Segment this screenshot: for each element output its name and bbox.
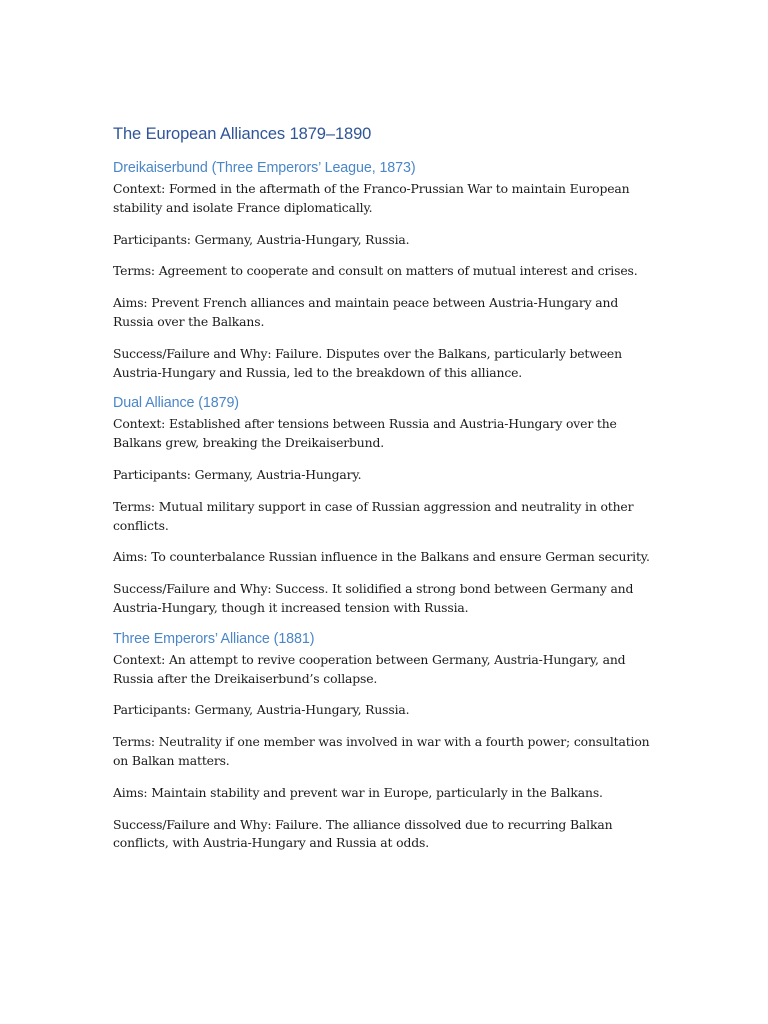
paragraph-context: Context: Established after tensions between Russia and Austria-Hungary over the Balkans grew, breaking the Dreikaiserbund. bbox=[113, 416, 617, 451]
section-dreikaiserbund bbox=[113, 158, 658, 382]
paragraph-aims: Aims: Prevent French alliances and maintain peace between Austria-Hungary and Russia over the Balkans. bbox=[113, 295, 619, 329]
paragraph-aims: Aims: Maintain stability and prevent war in Europe, particularly in the Balkans. bbox=[113, 784, 603, 800]
section-heading: Dual Alliance (1879) bbox=[113, 395, 239, 412]
paragraph-terms: Terms: Agreement to cooperate and consult on matters of mutual interest and crises. bbox=[113, 263, 638, 279]
section-dual-alliance bbox=[113, 393, 658, 617]
paragraph-participants: Participants: Germany, Austria-Hungary, Russia. bbox=[113, 231, 410, 247]
paragraph-context: Context: Formed in the aftermath of the Franco-Prussian War to maintain European stability and isolate France diplomatically. bbox=[113, 181, 630, 215]
paragraph-success-failure: Success/Failure and Why: Failure. Disputes over the Balkans, particularly between Austria-Hungary and Russia, led to the breakdown of this alliance. bbox=[113, 345, 622, 380]
section-heading: Three Emperors’ Alliance (1881) bbox=[113, 630, 315, 647]
section-heading: Dreikaiserbund (Three Emperors’ League, 1873) bbox=[113, 160, 416, 176]
paragraph-success-failure: Success/Failure and Why: Success. It solidified a strong bond between Germany and Austria-Hungary, though it increased tension with Russia. bbox=[113, 581, 634, 615]
paragraph-terms: Terms: Mutual military support in case of Russian aggression and neutrality in other conflicts. bbox=[113, 498, 634, 533]
paragraph-participants: Participants: Germany, Austria-Hungary. bbox=[113, 466, 362, 482]
section-three-emperors-alliance bbox=[113, 629, 658, 853]
paragraph-terms: Terms: Neutrality if one member was involved in war with a fourth power; consultation on Balkan matters. bbox=[113, 734, 650, 768]
paragraph-context: Context: An attempt to revive cooperation between Germany, Austria-Hungary, and Russia after the Dreikaiserbund’s collapse. bbox=[113, 651, 626, 686]
document-title: The European Alliances 1879–1890 bbox=[113, 125, 372, 143]
document-page bbox=[113, 122, 658, 864]
paragraph-participants: Participants: Germany, Austria-Hungary, Russia. bbox=[113, 702, 410, 718]
paragraph-aims: Aims: To counterbalance Russian influence in the Balkans and ensure German security. bbox=[113, 549, 650, 565]
paragraph-success-failure: Success/Failure and Why: Failure. The alliance dissolved due to recurring Balkan conflicts, with Austria-Hungary and Russia at odds. bbox=[113, 816, 613, 851]
